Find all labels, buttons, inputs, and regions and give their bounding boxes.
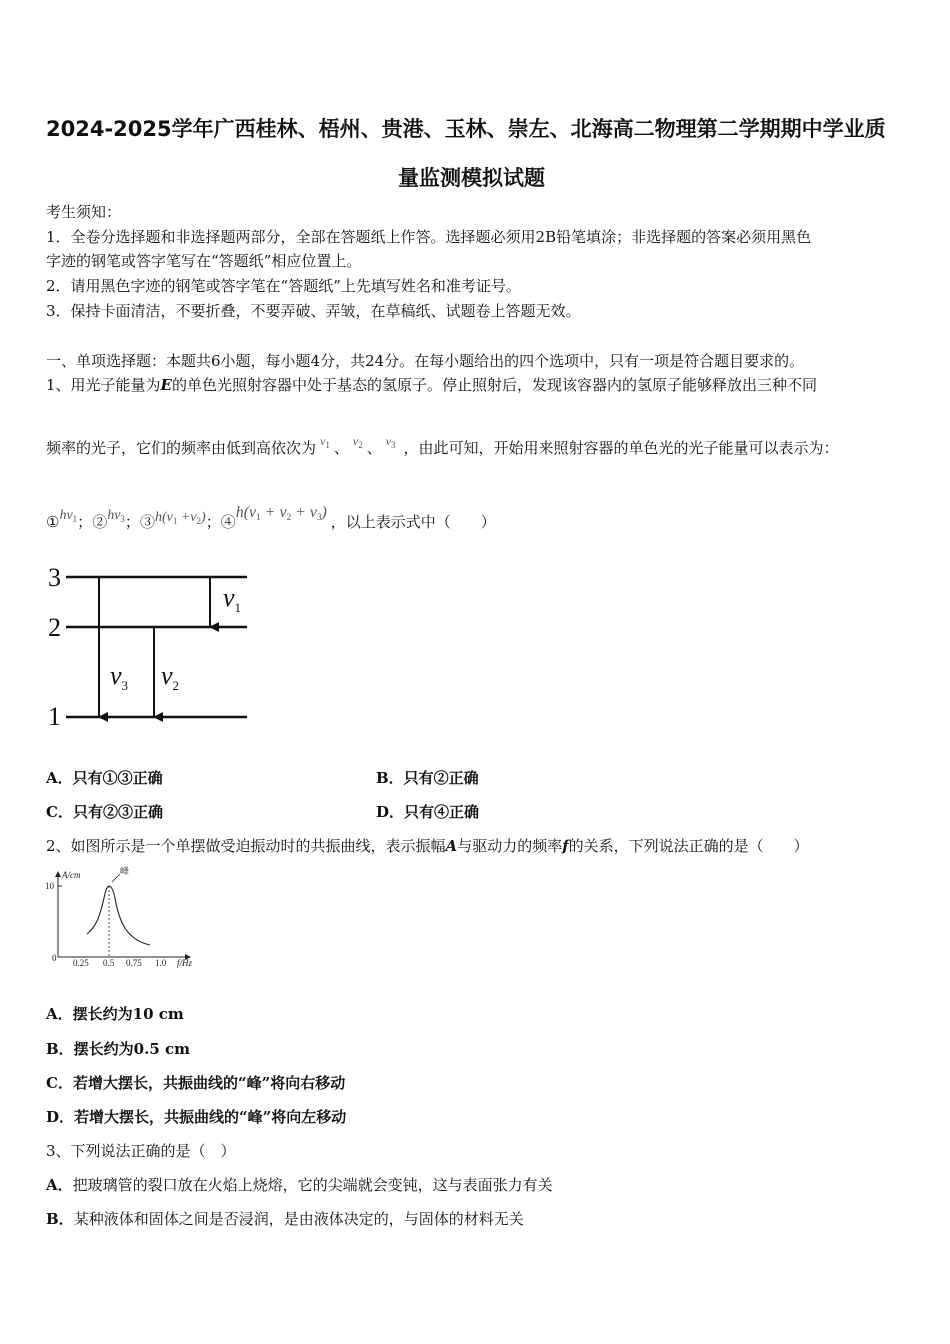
title-line-1: 2024-2025学年广西桂林、梧州、贵港、玉林、崇左、北海高二物理第二学期期中学业质 bbox=[46, 117, 886, 141]
semicolon-1: ； bbox=[77, 513, 93, 531]
notice-item-1a: 1．全卷分选择题和非选择题两部分，全部在答题纸上作答。选择题必须用2B铅笔填涂；非选择题的答案必须用黑色 bbox=[46, 228, 812, 246]
formula-1: $hv_1$ bbox=[59, 508, 78, 524]
q1-line2-pre: 频率的光子，它们的频率由低到高依次为 bbox=[46, 439, 317, 457]
frequency-symbol: f bbox=[562, 837, 569, 855]
section-heading: 一、单项选择题：本题共6小题，每小题4分，共24分。在每小题给出的四个选项中，只有一项是符合题目要求的。 bbox=[46, 352, 805, 370]
y-tick-10: 10 bbox=[45, 881, 54, 891]
q1-option-c[interactable]: C．只有②③正确 bbox=[46, 803, 163, 821]
choice-4-marker: ④ bbox=[220, 513, 236, 531]
q1-line1-pre: 1、用光子能量为 bbox=[46, 376, 161, 394]
resonance-curve bbox=[87, 886, 150, 945]
sep1: 、 bbox=[333, 439, 349, 457]
q2-stem-mid: 与驱动力的频率 bbox=[457, 837, 563, 855]
x-axis-label: f/Hz bbox=[177, 958, 193, 968]
notice-item-2: 2．请用黑色字迹的钢笔或答字笔在“答题纸”上先填写姓名和准考证号。 bbox=[46, 277, 521, 295]
level-1-label: 1 bbox=[48, 702, 61, 731]
formula-3: $h(v_1 +v_2)$ bbox=[154, 510, 206, 526]
choice-1-marker: ① bbox=[46, 513, 60, 531]
q2-stem-post: 的关系，下列说法正确的是（ ） bbox=[568, 837, 809, 855]
nu3: v3 bbox=[385, 434, 396, 450]
level-3-label: 3 bbox=[48, 563, 61, 592]
q3-stem: 3、下列说法正确的是（ ） bbox=[46, 1142, 236, 1160]
q2-option-b[interactable]: B．摆长约为0.5 cm bbox=[46, 1040, 191, 1058]
q2-option-d[interactable]: D．若增大摆长，共振曲线的“峰”将向左移动 bbox=[46, 1108, 347, 1126]
arrow-label-nu2: $v_2$ bbox=[161, 661, 180, 693]
q2-option-a[interactable]: A．摆长约为10 cm bbox=[46, 1005, 184, 1023]
arrow-label-nu3: $v_3$ bbox=[110, 661, 129, 693]
peak-pointer bbox=[112, 874, 120, 882]
semicolon-2: ； bbox=[124, 513, 140, 531]
q1-line1-post: 的单色光照射容器中处于基态的氢原子。停止照射后，发现该容器内的氢原子能够释放出三种不同 bbox=[171, 376, 817, 394]
title-line-2: 量监测模拟试题 bbox=[398, 166, 545, 190]
peak-label: 峰 bbox=[120, 867, 130, 877]
q1-line3-post: ，以上表示式中（ ） bbox=[330, 513, 496, 531]
q1-line-3 bbox=[46, 504, 496, 537]
origin-label: 0 bbox=[52, 953, 57, 963]
q1-line-2 bbox=[46, 434, 839, 463]
sep2: 、 bbox=[366, 439, 382, 457]
q3-option-a[interactable]: A．把玻璃管的裂口放在火焰上烧熔，它的尖端就会变钝，这与表面张力有关 bbox=[46, 1176, 553, 1194]
q1-option-b[interactable]: B．只有②正确 bbox=[376, 769, 479, 787]
level-2-label: 2 bbox=[48, 613, 61, 642]
nu1: v1 bbox=[320, 434, 330, 450]
x-tick-0.25: 0.25 bbox=[73, 958, 89, 968]
amplitude-symbol: A bbox=[445, 837, 458, 855]
choice-3-marker: ③ bbox=[139, 513, 155, 531]
q2-stem bbox=[46, 836, 809, 856]
q3-option-b[interactable]: B．某种液体和固体之间是否浸润，是由液体决定的，与固体的材料无关 bbox=[46, 1210, 524, 1228]
q1-option-a[interactable]: A．只有①③正确 bbox=[46, 769, 163, 787]
energy-symbol: E bbox=[160, 376, 172, 394]
energy-level-diagram bbox=[40, 560, 260, 735]
nu2: v2 bbox=[352, 434, 363, 450]
q1-line-1 bbox=[46, 375, 817, 395]
y-axis-label: A/cm bbox=[62, 870, 81, 880]
x-tick-0.5: 0.5 bbox=[103, 958, 115, 968]
notice-heading: 考生须知： bbox=[46, 203, 122, 221]
q2-option-c[interactable]: C．若增大摆长，共振曲线的“峰”将向右移动 bbox=[46, 1074, 346, 1092]
formula-4: $h(v_1 + v_2 + v_3)$ bbox=[235, 504, 327, 522]
notice-item-1b: 字迹的钢笔或答字笔写在“答题纸”相应位置上。 bbox=[46, 252, 362, 270]
x-tick-0.75: 0.75 bbox=[126, 958, 142, 968]
x-tick-1.0: 1.0 bbox=[155, 958, 167, 968]
semicolon-3: ； bbox=[205, 513, 221, 531]
formula-2: $hv_3$ bbox=[107, 508, 125, 524]
q1-option-d[interactable]: D．只有④正确 bbox=[376, 803, 480, 821]
q1-line2-post: ，由此可知，开始用来照射容器的单色光的光子能量可以表示为： bbox=[403, 439, 839, 457]
q2-stem-pre: 2、如图所示是一个单摆做受迫振动时的共振曲线，表示振幅 bbox=[46, 837, 446, 855]
arrow-label-nu1: $v_1$ bbox=[223, 583, 242, 615]
choice-2-marker: ② bbox=[92, 513, 108, 531]
notice-item-3: 3．保持卡面清洁，不要折叠，不要弄破、弄皱，在草稿纸、试题卷上答题无效。 bbox=[46, 302, 581, 320]
resonance-curve-graph bbox=[40, 862, 215, 972]
